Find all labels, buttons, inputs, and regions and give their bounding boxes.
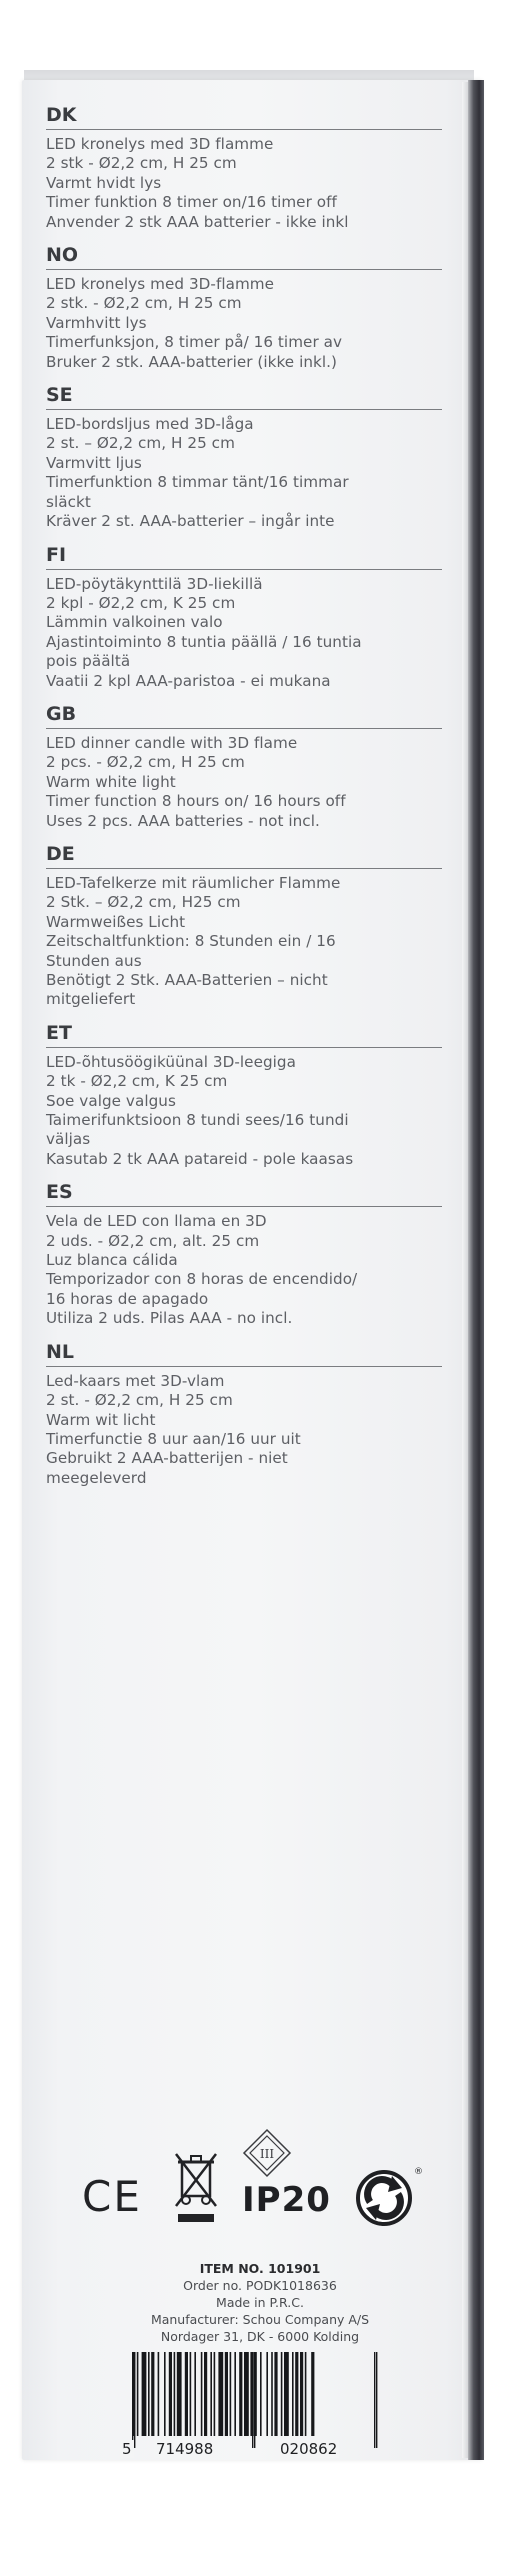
barcode-bar bbox=[281, 2352, 283, 2436]
barcode-bar bbox=[260, 2352, 262, 2436]
barcode-bar bbox=[305, 2352, 307, 2436]
barcode-bar bbox=[137, 2352, 139, 2436]
section-fi bbox=[46, 544, 442, 691]
description-line: mitgeliefert bbox=[46, 990, 136, 1009]
country-of-origin: Made in P.R.C. bbox=[216, 2295, 304, 2310]
description-line: 2 st. - Ø2,2 cm, H 25 cm bbox=[46, 1391, 233, 1410]
description-line: LED kronelys med 3D flamme bbox=[46, 135, 274, 153]
description-line: Timerfunksjon, 8 timer på/ 16 timer av bbox=[46, 333, 343, 352]
language-code: NL bbox=[46, 1341, 442, 1367]
description-line: Anvender 2 stk AAA batterier - ikke inkl bbox=[46, 212, 349, 231]
description-line: Timer funktion 8 timer on/16 timer off bbox=[46, 193, 337, 212]
barcode-bar bbox=[164, 2352, 166, 2436]
description-line: Uses 2 pcs. AAA batteries - not incl. bbox=[46, 811, 320, 830]
barcode-bar bbox=[190, 2352, 192, 2436]
description-line: Kräver 2 st. AAA-batterier – ingår inte bbox=[46, 512, 335, 531]
product-info bbox=[110, 2260, 410, 2345]
description-line: Warm wit licht bbox=[46, 1410, 156, 1429]
description-line: Led-kaars met 3D-vlam bbox=[46, 1371, 225, 1390]
language-code: DE bbox=[46, 843, 442, 869]
description-line: Stunden aus bbox=[46, 951, 142, 970]
barcode-guard-bar bbox=[254, 2352, 255, 2448]
description-line: Vela de LED con llama en 3D bbox=[46, 1212, 267, 1231]
section-et bbox=[46, 1022, 442, 1169]
description-line: Gebruikt 2 AAA-batterijen - niet bbox=[46, 1449, 288, 1468]
description-line: Lämmin valkoinen valo bbox=[46, 613, 223, 632]
description-line: 2 stk. - Ø2,2 cm, H 25 cm bbox=[46, 294, 242, 313]
description-line: LED-Tafelkerze mit räumlicher Flamme bbox=[46, 873, 341, 892]
barcode-right-group: 020862 bbox=[280, 2440, 338, 2458]
description-line: släckt bbox=[46, 492, 91, 511]
ip-rating: IP20 bbox=[242, 2180, 331, 2220]
barcode-bar bbox=[142, 2352, 147, 2436]
description-line: väljas bbox=[46, 1130, 91, 1149]
description-line: LED-bordsljus med 3D-låga bbox=[46, 415, 254, 434]
barcode-bar bbox=[185, 2352, 188, 2436]
description-line: Ajastintoiminto 8 tuntia päällä / 16 tuntia bbox=[46, 632, 362, 651]
box-edge-shadow bbox=[468, 80, 484, 2460]
description-line: Benötigt 2 Stk. AAA-Batterien – nicht bbox=[46, 971, 328, 989]
manufacturer: Manufacturer: Schou Company A/S bbox=[150, 2312, 370, 2327]
language-code: DK bbox=[46, 104, 442, 130]
description-line: 2 kpl - Ø2,2 cm, K 25 cm bbox=[46, 593, 236, 612]
barcode-digits bbox=[120, 2440, 390, 2464]
description-line: LED-õhtusöögiküünal 3D-leegiga bbox=[46, 1052, 296, 1071]
description-line: 2 uds. - Ø2,2 cm, alt. 25 cm bbox=[46, 1231, 260, 1250]
barcode-bar bbox=[158, 2352, 160, 2436]
barcode-bar bbox=[214, 2352, 216, 2436]
description-line: 2 st. – Ø2,2 cm, H 25 cm bbox=[46, 434, 235, 453]
barcode-bar bbox=[244, 2352, 249, 2436]
description-line: 2 tk - Ø2,2 cm, K 25 cm bbox=[46, 1072, 228, 1091]
barcode-bar bbox=[300, 2352, 303, 2436]
language-code: NO bbox=[46, 244, 442, 270]
barcode-bar bbox=[311, 2352, 314, 2436]
address: Nordager 31, DK - 6000 Kolding bbox=[160, 2329, 360, 2344]
barcode-bar bbox=[230, 2352, 232, 2436]
description-line: Timerfunctie 8 uur aan/16 uur uit bbox=[46, 1429, 301, 1448]
barcode-bar bbox=[194, 2352, 196, 2436]
recycling-arrows-icon bbox=[354, 2164, 423, 2230]
certification-symbols bbox=[72, 2128, 432, 2248]
language-code: GB bbox=[46, 703, 442, 729]
ce-mark: CE bbox=[82, 2172, 142, 2221]
barcode-bar bbox=[210, 2352, 212, 2436]
barcode-bar bbox=[292, 2352, 294, 2436]
section-dk bbox=[46, 104, 442, 232]
section-no bbox=[46, 244, 442, 372]
barcode-first-digit: 5 bbox=[122, 2440, 132, 2458]
description-line: Taimerifunktsioon 8 tundi sees/16 tundi bbox=[46, 1111, 349, 1130]
description-line: Kasutab 2 tk AAA patareid - pole kaasas bbox=[46, 1149, 354, 1168]
description-line: Luz blanca cálida bbox=[46, 1251, 178, 1270]
barcode-bar bbox=[271, 2352, 273, 2436]
description-line: pois päältä bbox=[46, 652, 131, 671]
barcode-bar bbox=[174, 2352, 176, 2436]
section-nl bbox=[46, 1341, 442, 1488]
barcode-bar bbox=[234, 2352, 236, 2436]
language-code: FI bbox=[46, 544, 442, 570]
order-number: Order no. PODK1018636 bbox=[183, 2278, 337, 2293]
description-line: Vaatii 2 kpl AAA-paristoa - ei mukana bbox=[46, 671, 331, 690]
description-line: Timerfunktion 8 timmar tänt/16 timmar bbox=[46, 473, 349, 492]
description-line: meegeleverd bbox=[46, 1468, 147, 1487]
barcode-guard-bar bbox=[374, 2352, 375, 2448]
description-line: 16 horas de apagado bbox=[46, 1289, 209, 1308]
language-code: SE bbox=[46, 384, 442, 410]
barcode-bar bbox=[201, 2352, 203, 2436]
barcode-bar bbox=[250, 2352, 252, 2436]
description-line: Zeitschaltfunktion: 8 Stunden ein / 16 bbox=[46, 932, 336, 951]
description-line: Utiliza 2 uds. Pilas AAA - no incl. bbox=[46, 1309, 293, 1328]
crossed-out-bin-icon bbox=[172, 2148, 220, 2228]
description-line: Temporizador con 8 horas de encendido/ bbox=[46, 1270, 358, 1289]
section-de bbox=[46, 843, 442, 1010]
barcode-bar bbox=[239, 2352, 242, 2436]
barcode-bar bbox=[266, 2352, 268, 2436]
barcode-bar bbox=[169, 2352, 172, 2436]
barcode-guard-bar bbox=[376, 2352, 377, 2448]
description-line: 2 stk - Ø2,2 cm, H 25 cm bbox=[46, 154, 237, 173]
description-line: Varmhvitt lys bbox=[46, 313, 147, 332]
item-number: ITEM NO. 101901 bbox=[199, 2261, 321, 2276]
barcode-guard-bar bbox=[252, 2352, 253, 2448]
language-sections bbox=[46, 104, 442, 1500]
description-line: LED-pöytäkynttilä 3D-liekillä bbox=[46, 574, 263, 593]
barcode-guard-bar bbox=[132, 2352, 133, 2448]
barcode-bar bbox=[151, 2352, 154, 2436]
description-line: Timer function 8 hours on/ 16 hours off bbox=[46, 792, 346, 811]
barcode-bar bbox=[284, 2352, 289, 2436]
barcode-guard-bar bbox=[134, 2352, 135, 2448]
section-gb bbox=[46, 703, 442, 831]
barcode-bar bbox=[295, 2352, 298, 2436]
language-code: ES bbox=[46, 1181, 442, 1207]
description-line: LED dinner candle with 3D flame bbox=[46, 733, 298, 752]
description-line: Warmweißes Licht bbox=[46, 912, 186, 931]
class-iii-diamond-icon bbox=[242, 2128, 292, 2178]
barcode-bar bbox=[177, 2352, 182, 2436]
description-line: Bruker 2 stk. AAA-batterier (ikke inkl.) bbox=[46, 352, 337, 371]
barcode-bar bbox=[225, 2352, 228, 2436]
barcode-bar bbox=[218, 2352, 223, 2436]
barcode-bar bbox=[148, 2352, 150, 2436]
description-line: LED kronelys med 3D-flamme bbox=[46, 275, 275, 294]
description-line: 2 Stk. – Ø2,2 cm, H25 cm bbox=[46, 893, 241, 912]
description-line: Varmt hvidt lys bbox=[46, 173, 162, 192]
description-line: Soe valge valgus bbox=[46, 1091, 176, 1110]
class-iii-label: III bbox=[259, 2147, 275, 2161]
section-es bbox=[46, 1181, 442, 1328]
section-se bbox=[46, 384, 442, 531]
language-code: ET bbox=[46, 1022, 442, 1048]
description-line: Varmvitt ljus bbox=[46, 453, 142, 472]
description-line: Warm white light bbox=[46, 772, 176, 791]
description-line: 2 pcs. - Ø2,2 cm, H 25 cm bbox=[46, 753, 245, 772]
registered-mark: ® bbox=[414, 2167, 423, 2177]
barcode-left-group: 714988 bbox=[156, 2440, 214, 2458]
barcode-bar bbox=[204, 2352, 207, 2436]
barcode-bar bbox=[274, 2352, 277, 2436]
barcode-icon bbox=[120, 2352, 390, 2452]
